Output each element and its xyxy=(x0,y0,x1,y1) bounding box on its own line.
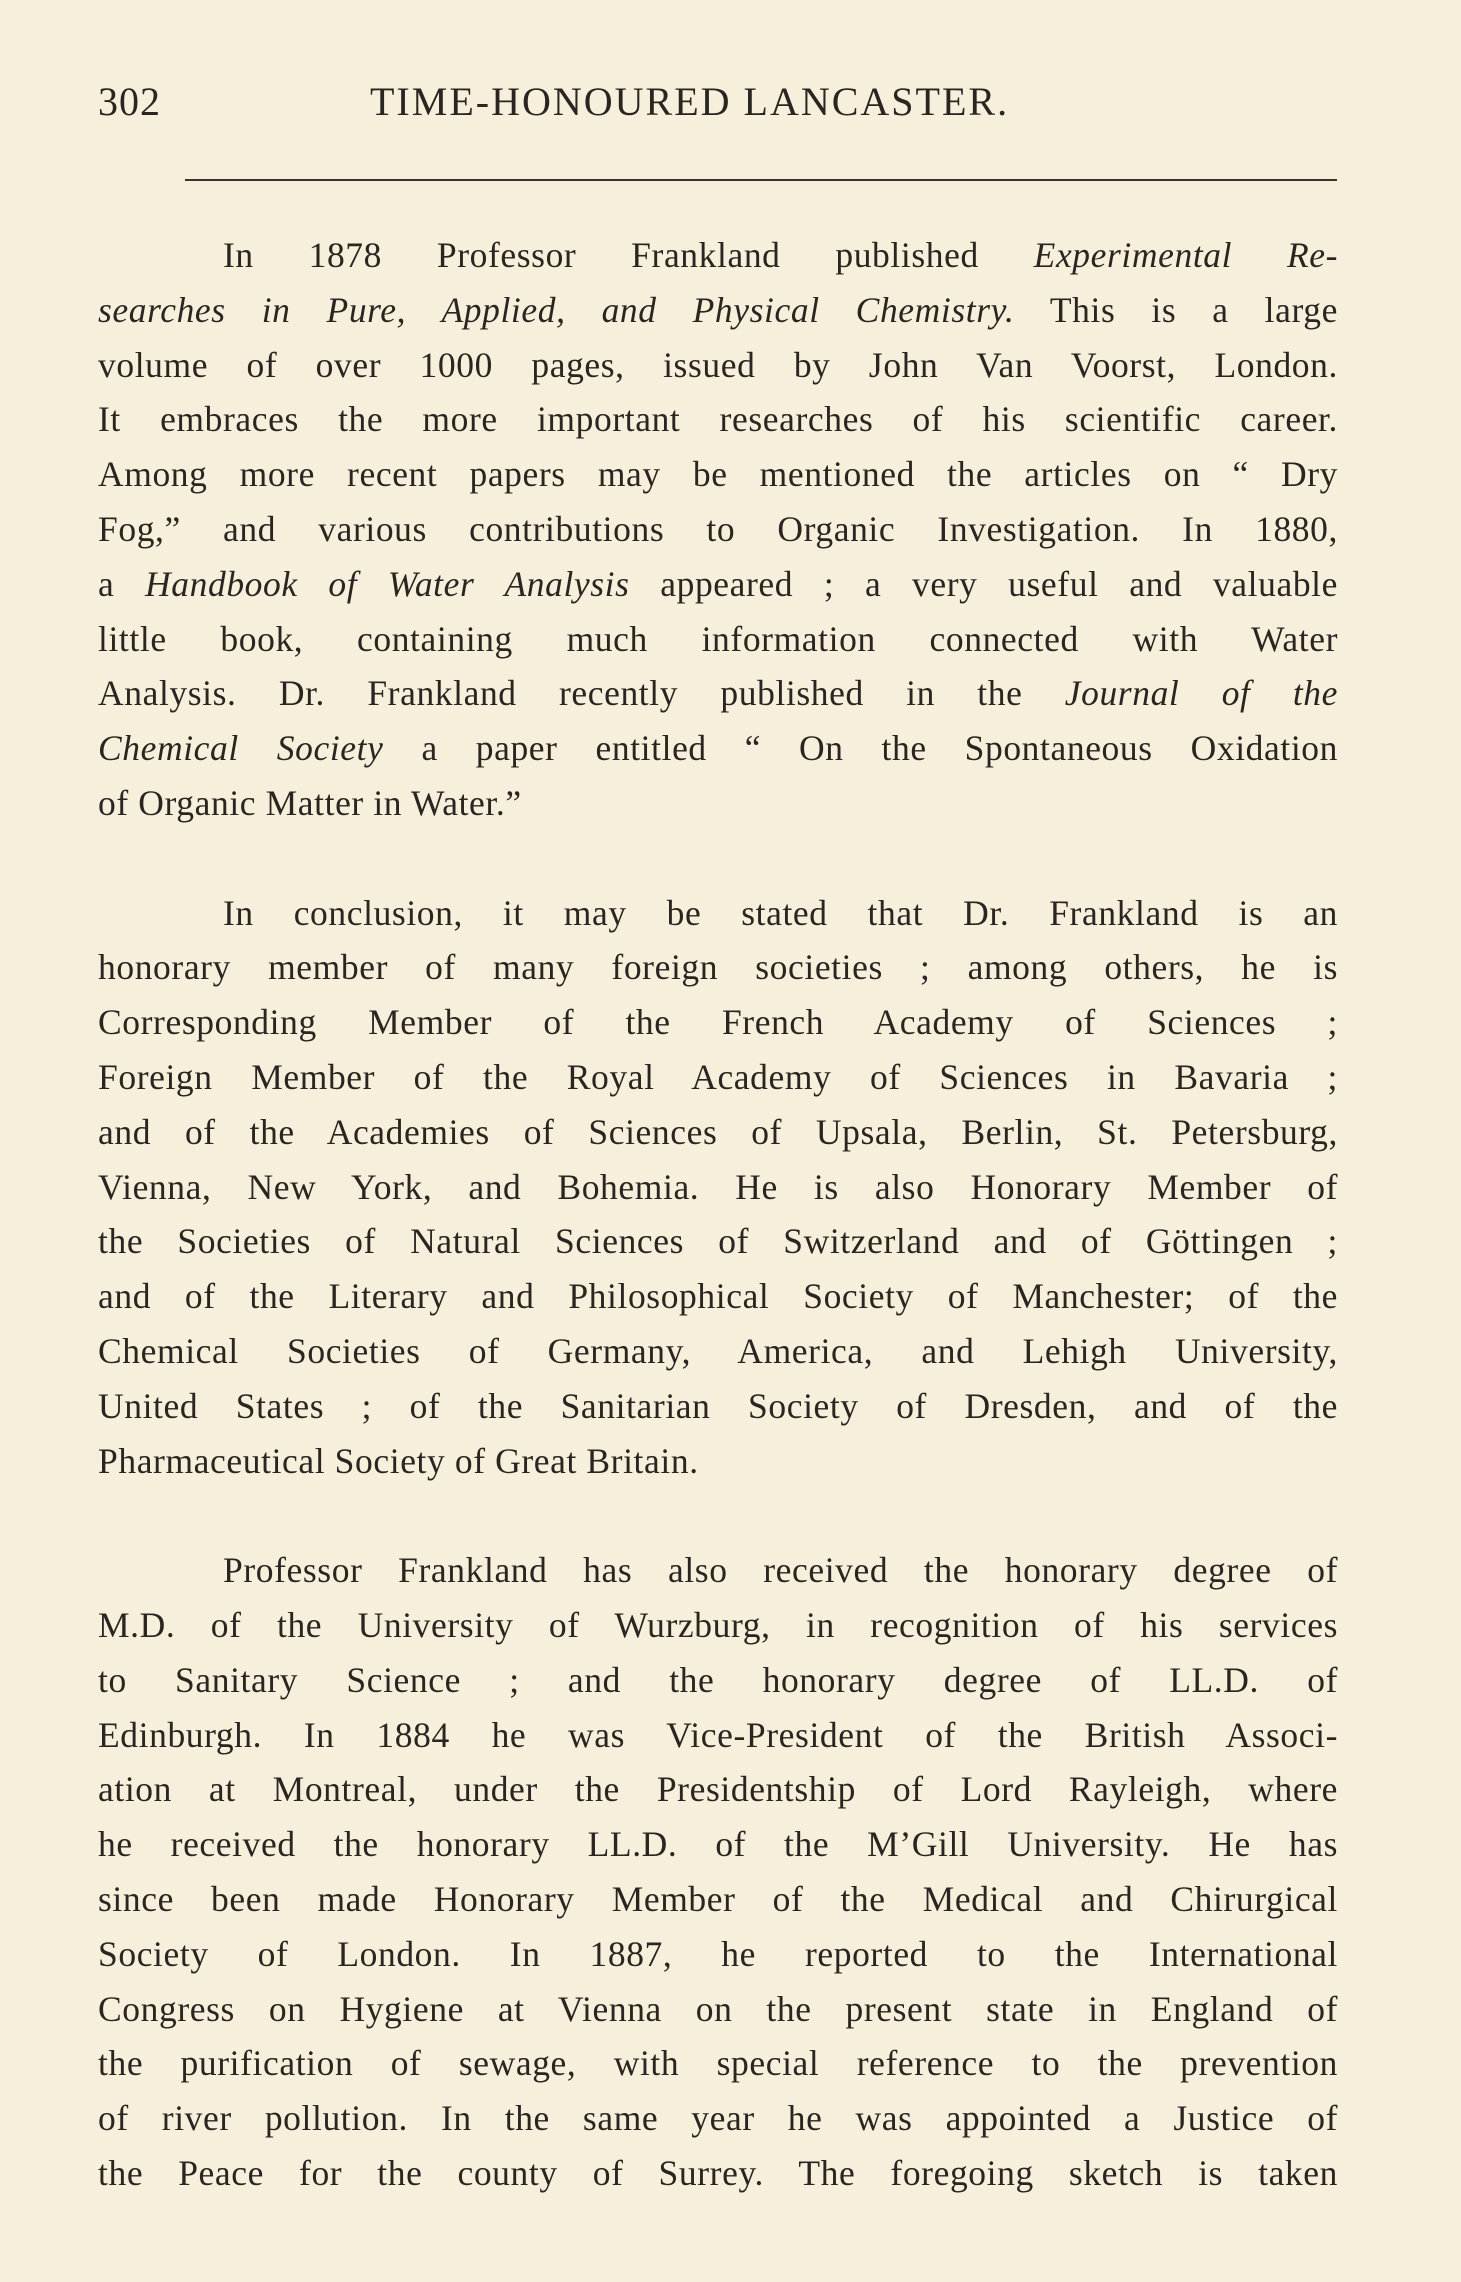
running-head xyxy=(98,78,1338,138)
paragraph-2-line: Pharmaceutical Society of Great Britain. xyxy=(98,1440,699,1481)
paragraph-1-line: of Organic Matter in Water.” xyxy=(98,782,522,823)
paragraph-3-line: Edinburgh. In 1884 he was Vice-President of the British Associ- xyxy=(98,1714,1338,1755)
paragraph-1-line: It embraces the more important researches of his scientific career. xyxy=(98,399,1338,440)
header-rule xyxy=(185,179,1337,181)
paragraph-gap xyxy=(98,1488,1338,1543)
paragraph-2-line: and of the Academies of Sciences of Upsala, Berlin, St. Petersburg, xyxy=(98,1111,1338,1152)
paragraph-3-line: since been made Honorary Member of the Medical and Chirurgical xyxy=(98,1878,1338,1919)
paragraph-3-line: Society of London. In 1887, he reported to the International xyxy=(98,1933,1338,1974)
paragraph-2-line: the Societies of Natural Sciences of Switzerland and of Göttingen ; xyxy=(98,1221,1338,1262)
paragraph-1-line: searches in Pure, Applied, and Physical Chemistry. This is a large xyxy=(98,289,1338,330)
paragraph-1-line: Fog,” and various contributions to Organic Investigation. In 1880, xyxy=(98,508,1338,549)
paragraph-3-line: M.D. of the University of Wurzburg, in recognition of his services xyxy=(98,1604,1338,1645)
paragraph-2-line: United States ; of the Sanitarian Society of Dresden, and of the xyxy=(98,1385,1338,1426)
body-text xyxy=(98,228,1338,2201)
paragraph-2-line: Foreign Member of the Royal Academy of Sciences in Bavaria ; xyxy=(98,1056,1338,1097)
paragraph-2-line: In conclusion, it may be stated that Dr. Frankland is an xyxy=(223,892,1338,933)
paragraph-gap xyxy=(98,831,1338,886)
paragraph-2-line: Vienna, New York, and Bohemia. He is also Honorary Member of xyxy=(98,1166,1338,1207)
paragraph-1-line: Chemical Society a paper entitled “ On the Spontaneous Oxidation xyxy=(98,728,1338,769)
paragraph-1-line: volume of over 1000 pages, issued by John Van Voorst, London. xyxy=(98,344,1338,385)
paragraph-1-line: Analysis. Dr. Frankland recently published in the Journal of the xyxy=(98,673,1338,714)
paragraph-2-line: and of the Literary and Philosophical Society of Manchester; of the xyxy=(98,1276,1338,1317)
paragraph-3-line: of river pollution. In the same year he was appointed a Justice of xyxy=(98,2098,1338,2139)
paragraph-3-line: to Sanitary Science ; and the honorary degree of LL.D. of xyxy=(98,1659,1338,1700)
paragraph-3-line: Professor Frankland has also received the honorary degree of xyxy=(223,1550,1338,1591)
paragraph-1-line: little book, containing much information connected with Water xyxy=(98,618,1338,659)
paragraph-1-line: a Handbook of Water Analysis appeared ; a very useful and valuable xyxy=(98,563,1338,604)
paragraph-1-line: In 1878 Professor Frankland published Experimental Re- xyxy=(223,235,1339,275)
page-number: 302 xyxy=(98,79,161,124)
paragraph-1-line: Among more recent papers may be mentioned the articles on “ Dry xyxy=(98,454,1338,495)
paragraph-3-line: ation at Montreal, under the Presidentship of Lord Rayleigh, where xyxy=(98,1769,1338,1810)
paragraph-3-line: Congress on Hygiene at Vienna on the present state in England of xyxy=(98,1988,1338,2029)
paragraph-3-line: the purification of sewage, with special reference to the prevention xyxy=(98,2043,1338,2084)
paragraph-3-line: the Peace for the county of Surrey. The foregoing sketch is taken xyxy=(98,2152,1338,2193)
paragraph-2-line: Corresponding Member of the French Academy of Sciences ; xyxy=(98,1002,1338,1043)
paragraph-2-line: Chemical Societies of Germany, America, and Lehigh University, xyxy=(98,1330,1338,1371)
paragraph-2-line: honorary member of many foreign societies ; among others, he is xyxy=(98,947,1338,988)
running-title: TIME-HONOURED LANCASTER. xyxy=(370,79,1010,124)
paragraph-3-line: he received the honorary LL.D. of the M’Gill University. He has xyxy=(98,1824,1338,1865)
